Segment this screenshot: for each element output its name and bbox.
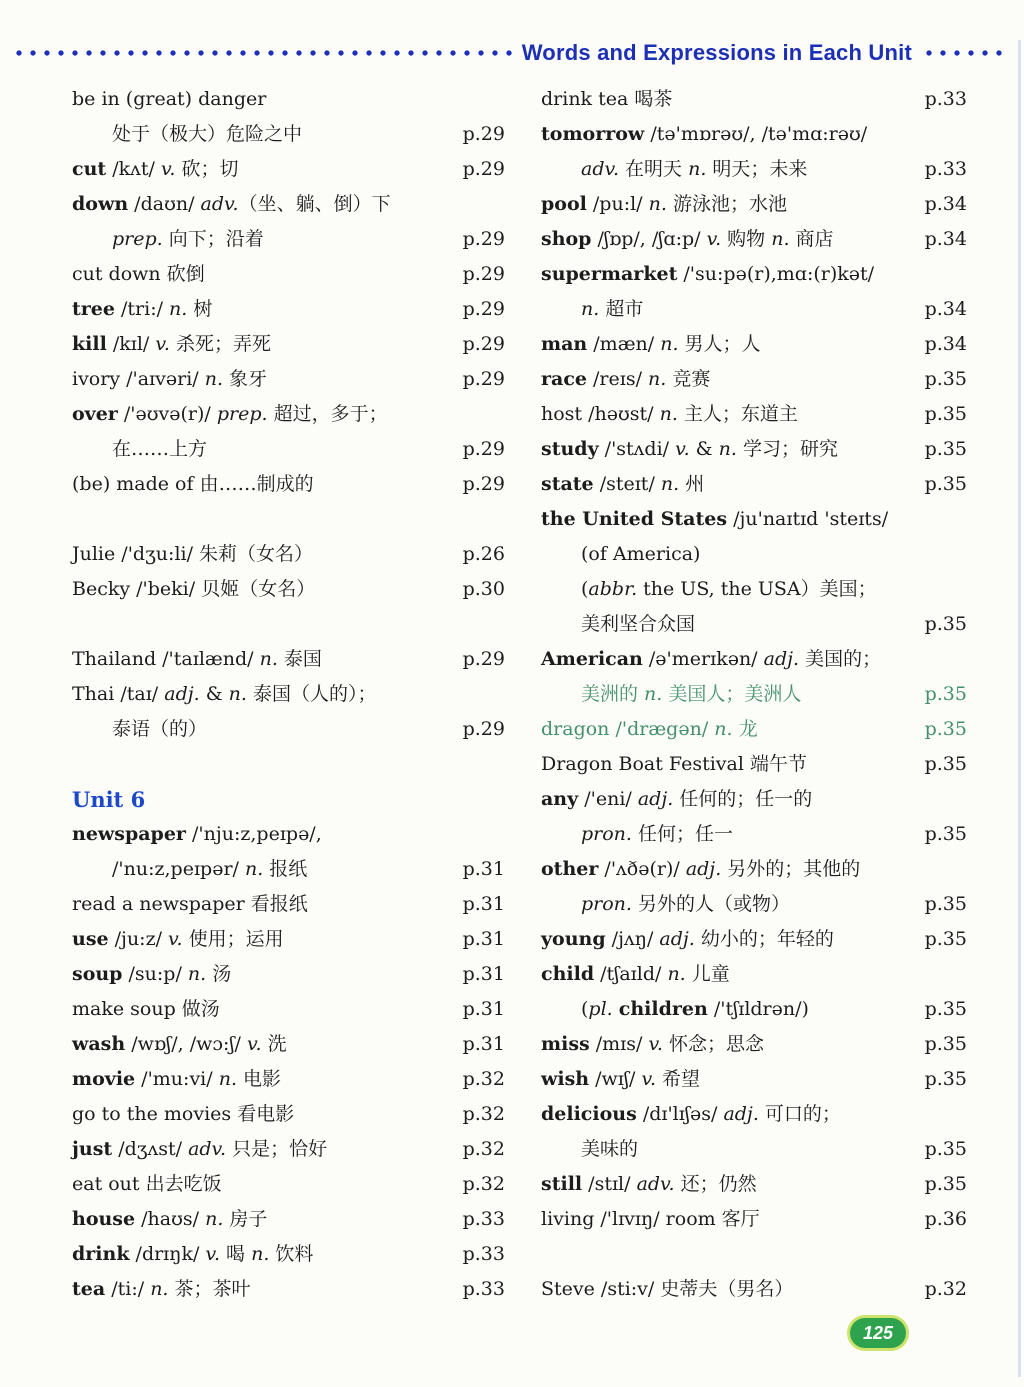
dotted-rule-right-icon [922,49,1010,57]
entry-line [541,817,967,852]
entry-line [541,502,967,537]
entry-text: dragon /'drægən/ n. 龙 [541,718,758,740]
page-ref: p.35 [924,1138,967,1160]
unit-heading-label: Unit 6 [72,787,146,812]
page-ref: p.29 [462,718,505,740]
entry-text: Becky /'beki/ 贝姬（女名） [72,578,316,600]
entry-text: just /dʒʌst/ adv. 只是；恰好 [72,1138,328,1160]
entry-text: ivory /'aɪvəri/ n. 象牙 [72,368,268,390]
entry-line [541,1097,967,1132]
page-ref: p.31 [462,928,505,950]
entry-line [72,1237,505,1272]
page-ref: p.29 [462,473,505,495]
vocabulary-columns [0,82,1024,1307]
entry-text: study /'stʌdi/ v. & n. 学习；研究 [541,438,838,460]
entry-text: pron. 另外的人（或物） [581,893,791,915]
page-ref: p.31 [462,1033,505,1055]
page-ref: p.32 [924,1278,967,1300]
page-ref: p.35 [924,438,967,460]
entry-line [541,1062,967,1097]
entry-text: soup /su:p/ n. 汤 [72,963,232,985]
entry-text: be in (great) danger [72,88,267,110]
page-ref: p.34 [924,228,967,250]
entry-line [541,327,967,362]
page-ref: p.32 [462,1068,505,1090]
entry-line [541,887,967,922]
entry-text: (be) made of 由……制成的 [72,473,314,495]
right-column [541,82,967,1307]
page-ref: p.35 [924,823,967,845]
page-ref: p.34 [924,333,967,355]
entry-line [72,677,505,712]
entry-line [72,82,505,117]
entry-line [72,257,505,292]
entry-line [72,817,505,852]
entry-line [72,432,505,467]
entry-text: state /steɪt/ n. 州 [541,473,705,495]
entry-text: pool /pu:l/ n. 游泳池；水池 [541,193,787,215]
entry-line [541,922,967,957]
page-ref: p.32 [462,1103,505,1125]
entry-text: 处于（极大）危险之中 [112,123,303,145]
entry-line [541,957,967,992]
entry-line [541,117,967,152]
page-ref: p.35 [924,718,967,740]
entry-text: 美味的 [581,1138,639,1160]
entry-line [541,642,967,677]
entry-text: cut down 砍倒 [72,263,205,285]
entry-text: supermarket /'su:pə(r),mɑ:(r)kət/ [541,263,875,285]
entry-text: tomorrow /tə'mɒrəʊ/, /tə'mɑ:rəʊ/ [541,123,868,145]
entry-line [541,782,967,817]
page-ref: p.36 [924,1208,967,1230]
entry-line [72,292,505,327]
entry-text: read a newspaper 看报纸 [72,893,308,915]
page-ref: p.31 [462,893,505,915]
entry-text: use /ju:z/ v. 使用；运用 [72,928,284,950]
entry-line [541,1027,967,1062]
page-title: Words and Expressions in Each Unit [521,40,912,65]
entry-text: race /reɪs/ n. 竞赛 [541,368,711,390]
page-ref: p.33 [462,1278,505,1300]
entry-text: shop /ʃɒp/, /ʃɑ:p/ v. 购物 n. 商店 [541,228,834,250]
page-ref: p.35 [924,1068,967,1090]
entry-line [541,607,967,642]
entry-line [72,642,505,677]
page-ref: p.29 [462,123,505,145]
page-ref: p.35 [924,998,967,1020]
entry-line [72,852,505,887]
entry-line [541,1167,967,1202]
entry-text: tree /tri:/ n. 树 [72,298,213,320]
entry-line [72,327,505,362]
page-ref: p.34 [924,298,967,320]
entry-line [72,1132,505,1167]
unit-heading [72,782,505,817]
entry-line [72,152,505,187]
entry-text: man /mæn/ n. 男人；人 [541,333,761,355]
page-ref: p.34 [924,193,967,215]
entry-line [72,117,505,152]
dotted-rule-left-icon [12,49,512,57]
entry-spacer [72,502,505,537]
entry-line [72,1027,505,1062]
entry-text: Dragon Boat Festival 端午节 [541,753,807,775]
page-ref: p.35 [924,613,967,635]
page-ref: p.29 [462,298,505,320]
page-ref: p.35 [924,928,967,950]
entry-text: Thailand /'taɪlænd/ n. 泰国 [72,648,322,670]
entry-text: Julie /'dʒu:li/ 朱莉（女名） [72,543,314,565]
entry-line [72,1272,505,1307]
entry-line [72,362,505,397]
page-ref: p.29 [462,368,505,390]
entry-text: drink tea 喝茶 [541,88,673,110]
entry-line [72,222,505,257]
entry-text: tea /ti:/ n. 茶；茶叶 [72,1278,251,1300]
page-ref: p.26 [462,543,505,565]
page-ref: p.29 [462,158,505,180]
entry-text: delicious /dɪ'lɪʃəs/ adj. 可口的； [541,1103,841,1125]
page-ref: p.32 [462,1138,505,1160]
entry-text: house /haʊs/ n. 房子 [72,1208,268,1230]
entry-line [72,467,505,502]
page-ref: p.35 [924,1033,967,1055]
page-ref: p.35 [924,893,967,915]
page-header [0,0,1024,66]
page-ref: p.30 [462,578,505,600]
entry-text: wish /wɪʃ/ v. 希望 [541,1068,701,1090]
entry-text: child /tʃaɪld/ n. 儿童 [541,963,730,985]
entry-text: 在……上方 [112,438,208,460]
entry-text: adv. 在明天 n. 明天；未来 [581,158,808,180]
page-ref: p.35 [924,403,967,425]
page-ref: p.35 [924,1173,967,1195]
entry-line [541,82,967,117]
entry-line [72,1167,505,1202]
entry-text: any /'eni/ adj. 任何的；任一的 [541,788,813,810]
page-ref: p.29 [462,333,505,355]
entry-line [72,537,505,572]
entry-line [541,467,967,502]
entry-text: (pl. children /'tʃɪldrən/) [581,998,809,1020]
entry-text: young /jʌŋ/ adj. 幼小的；年轻的 [541,928,834,950]
entry-spacer [541,1237,967,1272]
page-ref: p.35 [924,473,967,495]
page-ref: p.35 [924,683,967,705]
entry-text: still /stɪl/ adv. 还；仍然 [541,1173,757,1195]
entry-text: 美洲的 n. 美国人；美洲人 [581,683,802,705]
page-ref: p.35 [924,368,967,390]
entry-text: American /ə'merɪkən/ adj. 美国的； [541,648,882,670]
entry-line [72,1062,505,1097]
entry-text: host /həʊst/ n. 主人；东道主 [541,403,798,425]
entry-line [72,572,505,607]
page-ref: p.29 [462,648,505,670]
entry-spacer [72,747,505,782]
entry-text: over /'əʊvə(r)/ prep. 超过，多于； [72,403,388,425]
entry-text: pron. 任何；任一 [581,823,734,845]
entry-text: n. 超市 [581,298,644,320]
entry-line [541,432,967,467]
entry-line [541,677,967,712]
entry-line [72,1202,505,1237]
entry-line [541,1272,967,1307]
entry-text: make soup 做汤 [72,998,220,1020]
page-ref: p.29 [462,228,505,250]
entry-text: (of America) [581,543,701,565]
entry-text: drink /drɪŋk/ v. 喝 n. 饮料 [72,1243,314,1265]
entry-line [541,187,967,222]
entry-line [541,257,967,292]
entry-line [541,712,967,747]
entry-text: Steve /sti:v/ 史蒂夫（男名） [541,1278,794,1300]
page-ref: p.29 [462,263,505,285]
entry-text: (abbr. the US, the USA）美国； [581,578,877,600]
entry-line [541,747,967,782]
left-column [72,82,505,1307]
entry-text: eat out 出去吃饭 [72,1173,222,1195]
entry-line [541,1132,967,1167]
entry-text: Thai /taɪ/ adj. & n. 泰国（人的）； [72,683,377,705]
page-ref: p.33 [462,1208,505,1230]
entry-line [541,397,967,432]
entry-text: other /'ʌðə(r)/ adj. 另外的；其他的 [541,858,861,880]
entry-text: /'nu:z,peɪpər/ n. 报纸 [112,858,308,880]
entry-line [541,292,967,327]
page-ref: p.35 [924,753,967,775]
entry-text: miss /mɪs/ v. 怀念；思念 [541,1033,765,1055]
entry-line [72,992,505,1027]
entry-text: kill /kɪl/ v. 杀死；弄死 [72,333,271,355]
entry-text: down /daʊn/ adv.（坐、躺、倒）下 [72,193,391,215]
entry-line [541,222,967,257]
entry-text: 泰语（的） [112,718,208,740]
page-ref: p.31 [462,858,505,880]
page-ref: p.32 [462,1173,505,1195]
entry-line [72,712,505,747]
entry-text: 美利坚合众国 [581,613,696,635]
entry-line [541,537,967,572]
entry-line [541,1202,967,1237]
entry-text: living /'lɪvɪŋ/ room 客厅 [541,1208,760,1230]
entry-line [72,887,505,922]
entry-text: cut /kʌt/ v. 砍；切 [72,158,239,180]
page-ref: p.29 [462,438,505,460]
entry-line [72,922,505,957]
entry-line [541,852,967,887]
entry-line [72,187,505,222]
entry-text: movie /'mu:vi/ n. 电影 [72,1068,282,1090]
entry-text: go to the movies 看电影 [72,1103,295,1125]
entry-line [72,957,505,992]
entry-line [72,1097,505,1132]
entry-line [541,572,967,607]
page-ref: p.31 [462,998,505,1020]
page-ref: p.33 [462,1243,505,1265]
page-ref: p.33 [924,88,967,110]
entry-line [72,397,505,432]
entry-spacer [72,607,505,642]
page-ref: p.33 [924,158,967,180]
page-number: 125 [862,1322,894,1343]
entry-text: the United States /ju'naɪtɪd 'steɪts/ [541,508,889,530]
entry-text: prep. 向下；沿着 [112,228,264,250]
entry-text: newspaper /'nju:z,peɪpə/, [72,823,322,845]
entry-line [541,152,967,187]
entry-text: wash /wɒʃ/, /wɔ:ʃ/ v. 洗 [72,1033,287,1055]
entry-line [541,362,967,397]
entry-line [541,992,967,1027]
page-ref: p.31 [462,963,505,985]
page-number-badge [850,1318,906,1348]
